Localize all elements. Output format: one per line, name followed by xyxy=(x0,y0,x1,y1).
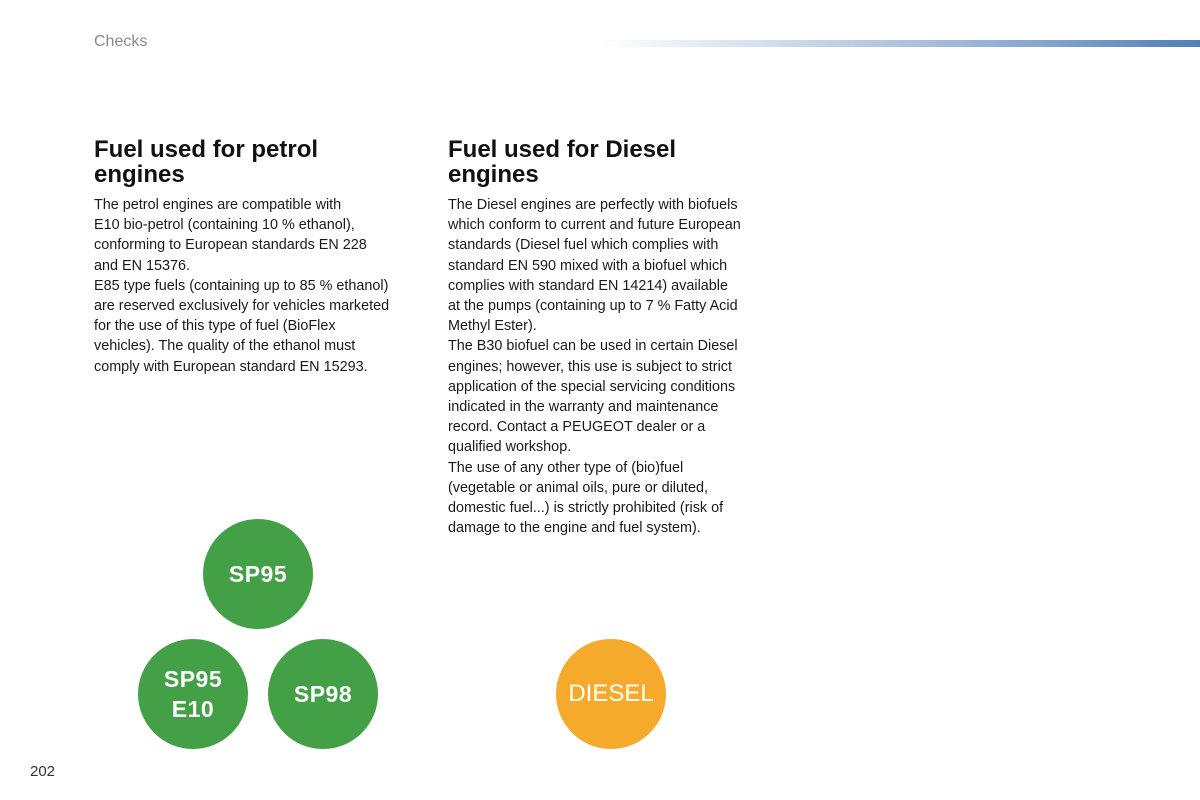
sp98-fuel-badge xyxy=(268,639,378,749)
petrol-text-line: E10 bio-petrol (containing 10 % ethanol), xyxy=(94,217,355,234)
diesel-text-line: record. Contact a PEUGEOT dealer or a xyxy=(448,419,706,436)
petrol-text-line: E85 type fuels (containing up to 85 % ethanol) xyxy=(94,277,389,294)
sp95-e10-label-line1: SP95 xyxy=(163,666,223,692)
diesel-body-text xyxy=(448,195,778,538)
diesel-fuel-badge xyxy=(556,639,666,749)
page-number: 202 xyxy=(30,763,56,780)
header-gradient-bar xyxy=(600,40,1200,47)
petrol-text-line: and EN 15376. xyxy=(94,257,191,274)
petrol-text-line: The petrol engines are compatible with xyxy=(94,197,342,213)
sp95-e10-fuel-badge xyxy=(138,639,248,749)
diesel-section-title xyxy=(448,137,778,187)
petrol-text-line: are reserved exclusively for vehicles marketed xyxy=(94,298,390,315)
petrol-text-line: comply with European standard EN 15293. xyxy=(94,358,368,375)
diesel-text-line: engines; however, this use is subject to strict xyxy=(448,358,732,375)
diesel-text-line: Methyl Ester). xyxy=(448,318,537,335)
diesel-text-line: at the pumps (containing up to 7 % Fatty Acid xyxy=(448,298,738,315)
diesel-text-line: complies with standard EN 14214) available xyxy=(448,277,728,294)
sp98-label: SP98 xyxy=(293,681,353,707)
sp95-fuel-badge xyxy=(203,519,313,629)
petrol-text-line: vehicles). The quality of the ethanol must xyxy=(94,338,356,355)
petrol-body-text xyxy=(94,195,424,377)
diesel-text-line: damage to the engine and fuel system). xyxy=(448,520,701,537)
diesel-fuel-section xyxy=(448,137,778,538)
diesel-text-line: application of the special servicing conditions xyxy=(448,378,736,395)
diesel-title-line2: engines xyxy=(448,161,539,188)
petrol-text-line: for the use of this type of fuel (BioFlex xyxy=(94,318,336,335)
diesel-text-line: which conform to current and future European xyxy=(448,217,741,234)
diesel-text-line: The B30 biofuel can be used in certain Diesel xyxy=(448,338,738,355)
diesel-title-line1: Fuel used for Diesel xyxy=(448,136,677,163)
sp95-e10-label xyxy=(164,664,222,724)
diesel-text-line: indicated in the warranty and maintenance xyxy=(448,399,719,416)
diesel-text-line: The use of any other type of (bio)fuel xyxy=(448,459,684,476)
petrol-section-title xyxy=(94,137,424,187)
diesel-text-line: qualified workshop. xyxy=(448,439,572,456)
diesel-text-line: standards (Diesel fuel which complies with xyxy=(448,237,719,254)
sp95-label: SP95 xyxy=(228,561,288,587)
diesel-text-line: domestic fuel...) is strictly prohibited (risk of xyxy=(448,500,724,517)
petrol-text-line: conforming to European standards EN 228 xyxy=(94,237,367,254)
diesel-label: DIESEL xyxy=(568,680,654,707)
petrol-title-line1: Fuel used for petrol xyxy=(94,136,319,163)
diesel-text-line: standard EN 590 mixed with a biofuel which xyxy=(448,257,728,274)
petrol-fuel-section xyxy=(94,137,424,377)
petrol-title-line2: engines xyxy=(94,161,185,188)
section-label: Checks xyxy=(94,33,148,50)
sp95-e10-label-line2: E10 xyxy=(171,696,215,722)
diesel-text-line: The Diesel engines are perfectly with biofuels xyxy=(448,197,738,213)
diesel-text-line: (vegetable or animal oils, pure or diluted, xyxy=(448,479,708,496)
